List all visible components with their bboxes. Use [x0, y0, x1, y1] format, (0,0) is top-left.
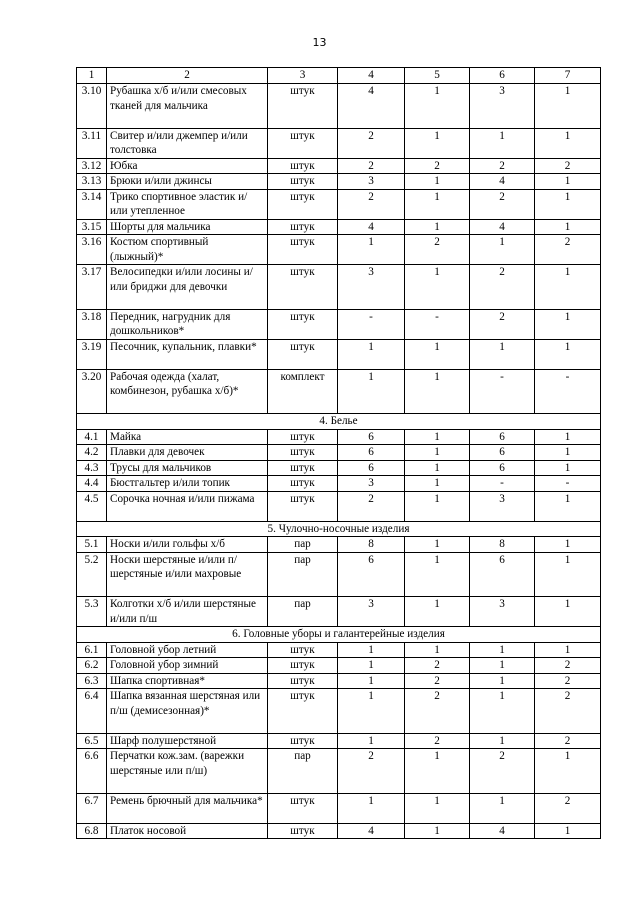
table-body	[77, 68, 601, 839]
item-col7: 2	[535, 673, 601, 689]
item-col4: 2	[338, 128, 405, 158]
item-number: 5.1	[77, 537, 107, 553]
table-row	[77, 235, 601, 265]
item-name: Сорочка ночная и/или пижама	[107, 491, 268, 521]
item-name: Носки шерстяные и/или п/шерстяные и/или махровые	[107, 552, 268, 597]
item-col6: 2	[470, 309, 535, 339]
item-number: 3.13	[77, 174, 107, 190]
item-number: 5.3	[77, 597, 107, 627]
item-unit: штук	[268, 673, 338, 689]
table-row	[77, 265, 601, 310]
item-number: 6.8	[77, 823, 107, 839]
header-cell: 3	[268, 68, 338, 84]
header-cell: 6	[470, 68, 535, 84]
item-col4: 1	[338, 793, 405, 823]
item-col7: 1	[535, 642, 601, 658]
item-name: Передник, нагрудник для дошкольников*	[107, 309, 268, 339]
item-name: Шорты для мальчика	[107, 219, 268, 235]
item-number: 3.14	[77, 189, 107, 219]
item-number: 4.2	[77, 445, 107, 461]
item-col4: 3	[338, 597, 405, 627]
header-cell: 1	[77, 68, 107, 84]
section-title: 5. Чулочно-носочные изделия	[77, 521, 601, 537]
item-col6: 2	[470, 189, 535, 219]
item-col6: 1	[470, 793, 535, 823]
table-row	[77, 749, 601, 794]
item-name: Трусы для мальчиков	[107, 460, 268, 476]
item-name: Шапка вязанная шерстяная или п/ш (демисезонная)*	[107, 689, 268, 734]
header-cell: 5	[405, 68, 470, 84]
item-col7: 2	[535, 733, 601, 749]
item-unit: пар	[268, 749, 338, 794]
table-header-row	[77, 68, 601, 84]
item-number: 3.12	[77, 158, 107, 174]
item-col4: 4	[338, 219, 405, 235]
item-col4: 6	[338, 552, 405, 597]
item-col5: 2	[405, 673, 470, 689]
item-col5: 1	[405, 265, 470, 310]
item-name: Свитер и/или джемпер и/или толстовка	[107, 128, 268, 158]
item-col4: 1	[338, 658, 405, 674]
table-row	[77, 552, 601, 597]
table-row	[77, 84, 601, 129]
item-unit: штук	[268, 265, 338, 310]
item-name: Песочник, купальник, плавки*	[107, 339, 268, 369]
table-row	[77, 642, 601, 658]
item-col7: 1	[535, 749, 601, 794]
item-col6: 2	[470, 749, 535, 794]
item-number: 3.15	[77, 219, 107, 235]
table-row	[77, 793, 601, 823]
item-name: Ремень брючный для мальчика*	[107, 793, 268, 823]
item-col5: 1	[405, 552, 470, 597]
section-row	[77, 627, 601, 643]
table-row	[77, 174, 601, 190]
item-col7: 1	[535, 339, 601, 369]
item-unit: штук	[268, 460, 338, 476]
item-col7: 1	[535, 429, 601, 445]
item-col7: 1	[535, 445, 601, 461]
table-row	[77, 429, 601, 445]
item-unit: штук	[268, 793, 338, 823]
item-number: 3.18	[77, 309, 107, 339]
table-row	[77, 673, 601, 689]
table-row	[77, 128, 601, 158]
item-col7: 1	[535, 265, 601, 310]
item-col5: 1	[405, 793, 470, 823]
item-col4: 1	[338, 689, 405, 734]
item-col4: 2	[338, 158, 405, 174]
item-col5: 1	[405, 189, 470, 219]
item-name: Майка	[107, 429, 268, 445]
item-name: Головной убор летний	[107, 642, 268, 658]
item-name: Рубашка х/б и/или смесовых тканей для мальчика	[107, 84, 268, 129]
item-name: Колготки х/б и/или шерстяные и/или п/ш	[107, 597, 268, 627]
item-unit: штук	[268, 339, 338, 369]
item-col5: 1	[405, 537, 470, 553]
item-col5: 1	[405, 445, 470, 461]
table-row	[77, 733, 601, 749]
item-col4: 6	[338, 460, 405, 476]
item-col7: -	[535, 476, 601, 492]
item-unit: штук	[268, 84, 338, 129]
table-row	[77, 823, 601, 839]
item-name: Велосипедки и/или лосины и/или бриджи для девочки	[107, 265, 268, 310]
item-col4: 1	[338, 235, 405, 265]
item-col4: 1	[338, 339, 405, 369]
item-number: 3.10	[77, 84, 107, 129]
item-col4: 2	[338, 749, 405, 794]
item-name: Бюстгальтер и/или топик	[107, 476, 268, 492]
item-col7: 2	[535, 158, 601, 174]
item-col4: 1	[338, 369, 405, 414]
item-col5: 2	[405, 658, 470, 674]
table-row	[77, 460, 601, 476]
table-row	[77, 491, 601, 521]
item-col7: 1	[535, 597, 601, 627]
item-unit: штук	[268, 689, 338, 734]
table-row	[77, 219, 601, 235]
item-number: 6.1	[77, 642, 107, 658]
item-col6: 3	[470, 597, 535, 627]
item-col4: 3	[338, 174, 405, 190]
item-col4: 4	[338, 84, 405, 129]
item-col7: 1	[535, 84, 601, 129]
header-cell: 2	[107, 68, 268, 84]
item-unit: штук	[268, 309, 338, 339]
item-col5: 2	[405, 158, 470, 174]
norms-table	[76, 67, 601, 839]
item-col7: 1	[535, 174, 601, 190]
item-col7: 2	[535, 793, 601, 823]
item-name: Носки и/или гольфы х/б	[107, 537, 268, 553]
item-col6: 2	[470, 158, 535, 174]
item-number: 6.4	[77, 689, 107, 734]
item-col4: 4	[338, 823, 405, 839]
item-number: 3.11	[77, 128, 107, 158]
item-unit: комплект	[268, 369, 338, 414]
item-number: 6.2	[77, 658, 107, 674]
item-col6: 3	[470, 491, 535, 521]
item-number: 4.3	[77, 460, 107, 476]
item-number: 6.3	[77, 673, 107, 689]
table-row	[77, 445, 601, 461]
table-row	[77, 476, 601, 492]
item-col6: 1	[470, 689, 535, 734]
item-col5: 1	[405, 219, 470, 235]
item-unit: штук	[268, 219, 338, 235]
item-col5: 2	[405, 689, 470, 734]
item-col7: 1	[535, 823, 601, 839]
item-name: Юбка	[107, 158, 268, 174]
item-col4: 1	[338, 733, 405, 749]
item-col4: 6	[338, 429, 405, 445]
item-unit: штук	[268, 158, 338, 174]
table-row	[77, 339, 601, 369]
item-name: Костюм спортивный (лыжный)*	[107, 235, 268, 265]
item-col5: 1	[405, 491, 470, 521]
item-col5: 1	[405, 339, 470, 369]
item-unit: штук	[268, 658, 338, 674]
item-col4: 3	[338, 265, 405, 310]
section-title: 6. Головные уборы и галантерейные изделия	[77, 627, 601, 643]
item-col7: 1	[535, 219, 601, 235]
item-col5: 1	[405, 84, 470, 129]
item-col7: 2	[535, 689, 601, 734]
item-col4: 2	[338, 189, 405, 219]
item-col7: 1	[535, 189, 601, 219]
item-col6: 4	[470, 219, 535, 235]
item-name: Трико спортивное эластик и/или утепленное	[107, 189, 268, 219]
item-unit: штук	[268, 429, 338, 445]
table-row	[77, 689, 601, 734]
item-col6: 3	[470, 84, 535, 129]
item-number: 3.19	[77, 339, 107, 369]
item-col6: 1	[470, 235, 535, 265]
item-unit: штук	[268, 445, 338, 461]
item-col6: 8	[470, 537, 535, 553]
item-col6: 6	[470, 460, 535, 476]
item-col6: 2	[470, 265, 535, 310]
item-col4: 1	[338, 673, 405, 689]
item-col4: -	[338, 309, 405, 339]
item-number: 3.20	[77, 369, 107, 414]
item-col7: 1	[535, 128, 601, 158]
item-col7: 2	[535, 658, 601, 674]
item-col6: 1	[470, 733, 535, 749]
item-number: 4.4	[77, 476, 107, 492]
item-number: 6.7	[77, 793, 107, 823]
section-row	[77, 414, 601, 430]
item-col5: 1	[405, 476, 470, 492]
item-col4: 6	[338, 445, 405, 461]
item-col4: 1	[338, 642, 405, 658]
item-col7: 1	[535, 309, 601, 339]
item-col5: 1	[405, 429, 470, 445]
item-col6: 1	[470, 673, 535, 689]
item-number: 4.5	[77, 491, 107, 521]
item-col6: 6	[470, 429, 535, 445]
table-row	[77, 158, 601, 174]
item-col5: 1	[405, 128, 470, 158]
item-unit: штук	[268, 491, 338, 521]
item-col6: 4	[470, 174, 535, 190]
item-col7: 1	[535, 552, 601, 597]
item-col7: 1	[535, 460, 601, 476]
table-row	[77, 658, 601, 674]
item-col6: 1	[470, 642, 535, 658]
table-row	[77, 597, 601, 627]
section-row	[77, 521, 601, 537]
item-col6: 1	[470, 658, 535, 674]
item-col4: 3	[338, 476, 405, 492]
item-col6: 6	[470, 445, 535, 461]
item-name: Перчатки кож.зам. (варежки шерстяные или п/ш)	[107, 749, 268, 794]
item-unit: штук	[268, 733, 338, 749]
item-unit: штук	[268, 128, 338, 158]
item-name: Шапка спортивная*	[107, 673, 268, 689]
item-number: 5.2	[77, 552, 107, 597]
table-row	[77, 537, 601, 553]
item-col5: 2	[405, 733, 470, 749]
page-number: 13	[312, 36, 327, 49]
item-col5: 1	[405, 174, 470, 190]
item-col7: 2	[535, 235, 601, 265]
header-cell: 4	[338, 68, 405, 84]
item-col7: 1	[535, 491, 601, 521]
item-col6: 1	[470, 339, 535, 369]
item-unit: пар	[268, 537, 338, 553]
item-col7: -	[535, 369, 601, 414]
item-unit: штук	[268, 823, 338, 839]
item-unit: пар	[268, 597, 338, 627]
item-name: Рабочая одежда (халат, комбинезон, рубашка х/б)*	[107, 369, 268, 414]
table-row	[77, 369, 601, 414]
item-col6: -	[470, 369, 535, 414]
item-number: 3.17	[77, 265, 107, 310]
item-unit: штук	[268, 189, 338, 219]
item-col7: 1	[535, 537, 601, 553]
item-name: Шарф полушерстяной	[107, 733, 268, 749]
section-title: 4. Белье	[77, 414, 601, 430]
item-col5: 1	[405, 749, 470, 794]
item-col5: 1	[405, 369, 470, 414]
header-cell: 7	[535, 68, 601, 84]
item-col4: 2	[338, 491, 405, 521]
item-number: 4.1	[77, 429, 107, 445]
table-row	[77, 309, 601, 339]
item-unit: штук	[268, 642, 338, 658]
item-name: Брюки и/или джинсы	[107, 174, 268, 190]
item-unit: штук	[268, 174, 338, 190]
item-col5: 1	[405, 460, 470, 476]
item-col5: 1	[405, 597, 470, 627]
item-name: Платок носовой	[107, 823, 268, 839]
item-col4: 8	[338, 537, 405, 553]
item-col5: -	[405, 309, 470, 339]
table-row	[77, 189, 601, 219]
item-col6: 4	[470, 823, 535, 839]
item-col6: 1	[470, 128, 535, 158]
item-col5: 1	[405, 642, 470, 658]
item-col5: 2	[405, 235, 470, 265]
item-col5: 1	[405, 823, 470, 839]
item-name: Головной убор зимний	[107, 658, 268, 674]
item-number: 6.5	[77, 733, 107, 749]
item-unit: пар	[268, 552, 338, 597]
item-unit: штук	[268, 235, 338, 265]
item-col6: -	[470, 476, 535, 492]
item-col6: 6	[470, 552, 535, 597]
item-name: Плавки для девочек	[107, 445, 268, 461]
item-unit: штук	[268, 476, 338, 492]
item-number: 3.16	[77, 235, 107, 265]
item-number: 6.6	[77, 749, 107, 794]
